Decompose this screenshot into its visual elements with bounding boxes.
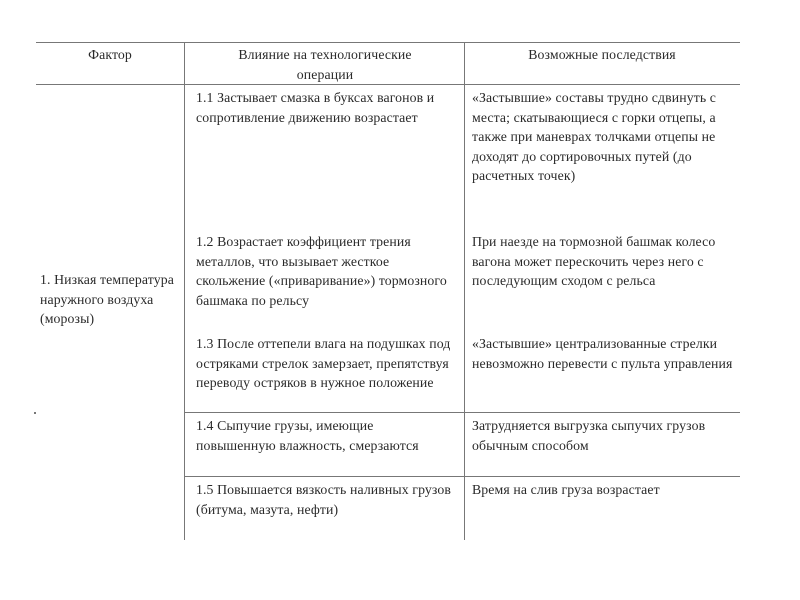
- factor-table: [36, 42, 740, 540]
- row-divider: [184, 476, 740, 477]
- header-influence: Влияние на технологические операции: [238, 47, 412, 82]
- consequence-1-2: При наезде на тормозной башмак колесо вагона может перескочить через него с последующим сходом с рельса: [472, 234, 716, 288]
- consequence-1-4: Затрудняется выгрузка сыпучих грузов обычным способом: [472, 418, 706, 453]
- header-bottom-border: [36, 84, 740, 85]
- consequence-1-5: Время на слив груза возрастает: [472, 482, 660, 497]
- header-consequences: Возможные последствия: [528, 47, 676, 62]
- column-divider: [464, 42, 465, 540]
- influence-1-4: 1.4 Сыпучие грузы, имеющие повышенную влажность, смерзаются: [196, 418, 419, 453]
- stray-mark: [34, 412, 36, 414]
- influence-1-5: 1.5 Повышается вязкость наливных грузов (битума, мазута, нефти): [196, 482, 451, 517]
- influence-1-1: 1.1 Застывает смазка в буксах вагонов и сопротивление движению возрастает: [196, 90, 435, 125]
- table-top-border: [36, 42, 740, 43]
- consequence-1-1: «Застывшие» составы трудно сдвинуть с места; скатывающиеся с горки отцепы, а также при маневрах толчками отцепы не доходят до сортировочных путей (до расчетных точек): [472, 90, 717, 183]
- column-divider: [184, 42, 185, 540]
- consequence-1-3: «Застывшие» централизованные стрелки невозможно перевести с пульта управления: [472, 336, 733, 371]
- header-factor: Фактор: [88, 47, 132, 62]
- influence-1-2: 1.2 Возрастает коэффициент трения металлов, что вызывает жесткое скольжение («приваривание») тормозного башмака по рельсу: [196, 234, 447, 308]
- factor-cell: 1. Низкая температура наружного воздуха (морозы): [40, 272, 174, 326]
- row-divider: [184, 412, 740, 413]
- influence-1-3: 1.3 После оттепели влага на подушках под остряками стрелок замерзает, препятствуя переводу остряков в нужное положение: [196, 336, 451, 390]
